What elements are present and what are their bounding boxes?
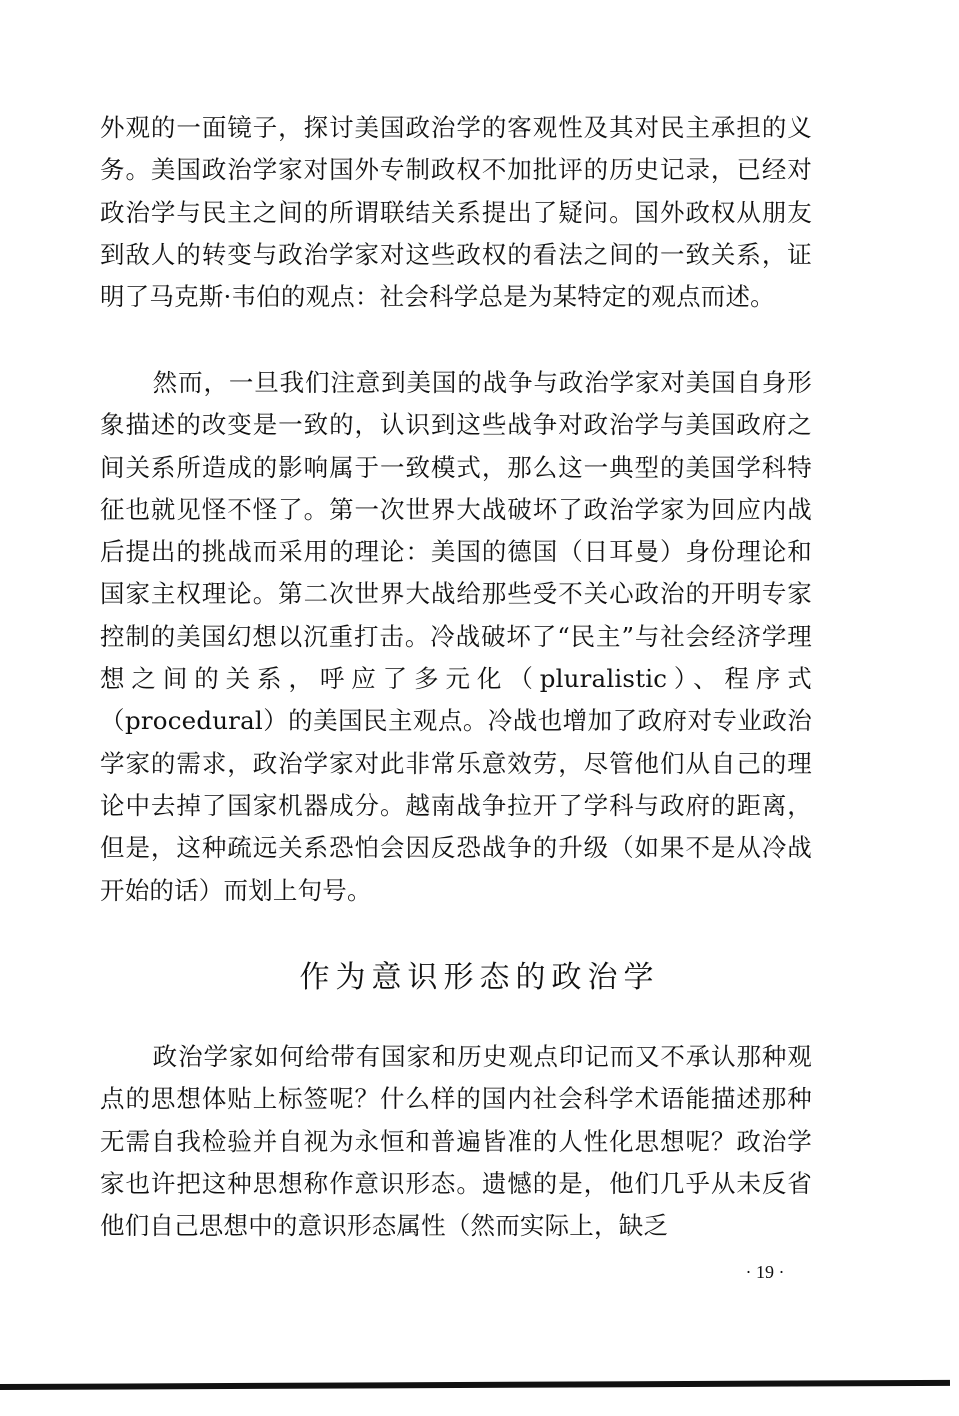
paragraph (100, 362, 812, 912)
paragraph-continued (100, 107, 812, 318)
section-heading: 作为意识形态的政治学 (299, 960, 660, 995)
paragraph-text: 然而，一旦我们注意到美国的战争与政治学家对美国自身形象描述的改变是一致的，认识到这些战争对政治学与美国政府之间关系所造成的影响属于一致模式，那么这一典型的美国学科特征也就见怪不怪了。第一次世界大战破坏了政治学家为回应内战后提出的挑战而采用的理论：美国的德国（日耳曼）身份理论和国家主权理论。第二次世界大战给那些受不关心政治的开明专家控制的美国幻想以沉重打击。冷战破坏了“民主”与社会经济学理想之间的关系，呼应了多元化（pluralistic）、程序式（procedural）的美国民主观点。冷战也增加了政府对专业政治学家的需求，政治学家对此非常乐意效劳，尽管他们从自己的理论中去掉了国家机器成分。越南战争拉开了学科与政府的距离，但是，这种疏远关系恐怕会因反恐战争的升级（如果不是从冷战开始的话）而划上句号。 (100, 368, 812, 905)
bottom-rule (0, 1380, 950, 1390)
paragraph-text: 外观的一面镜子，探讨美国政治学的客观性及其对民主承担的义务。美国政治学家对国外专制政权不加批评的历史记录，已经对政治学与民主之间的所谓联结关系提出了疑问。国外政权从朋友到敌人的转变与政治学家对这些政权的看法之间的一致关系，证明了马克斯·韦伯的观点：社会科学总是为某特定的观点而述。 (100, 113, 812, 312)
paragraph-text: 政治学家如何给带有国家和历史观点印记而又不承认那种观点的思想体贴上标签呢？什么样的国内社会科学术语能描述那种无需自我检验并自视为永恒和普遍皆准的人性化思想呢？政治学家也许把这种思想称作意识形态。遗憾的是，他们几乎从未反省他们自己思想中的意识形态属性（然而实际上，缺乏 (100, 1042, 812, 1241)
paragraph (100, 1036, 812, 1247)
page-number: · 19 · (745, 1262, 785, 1282)
